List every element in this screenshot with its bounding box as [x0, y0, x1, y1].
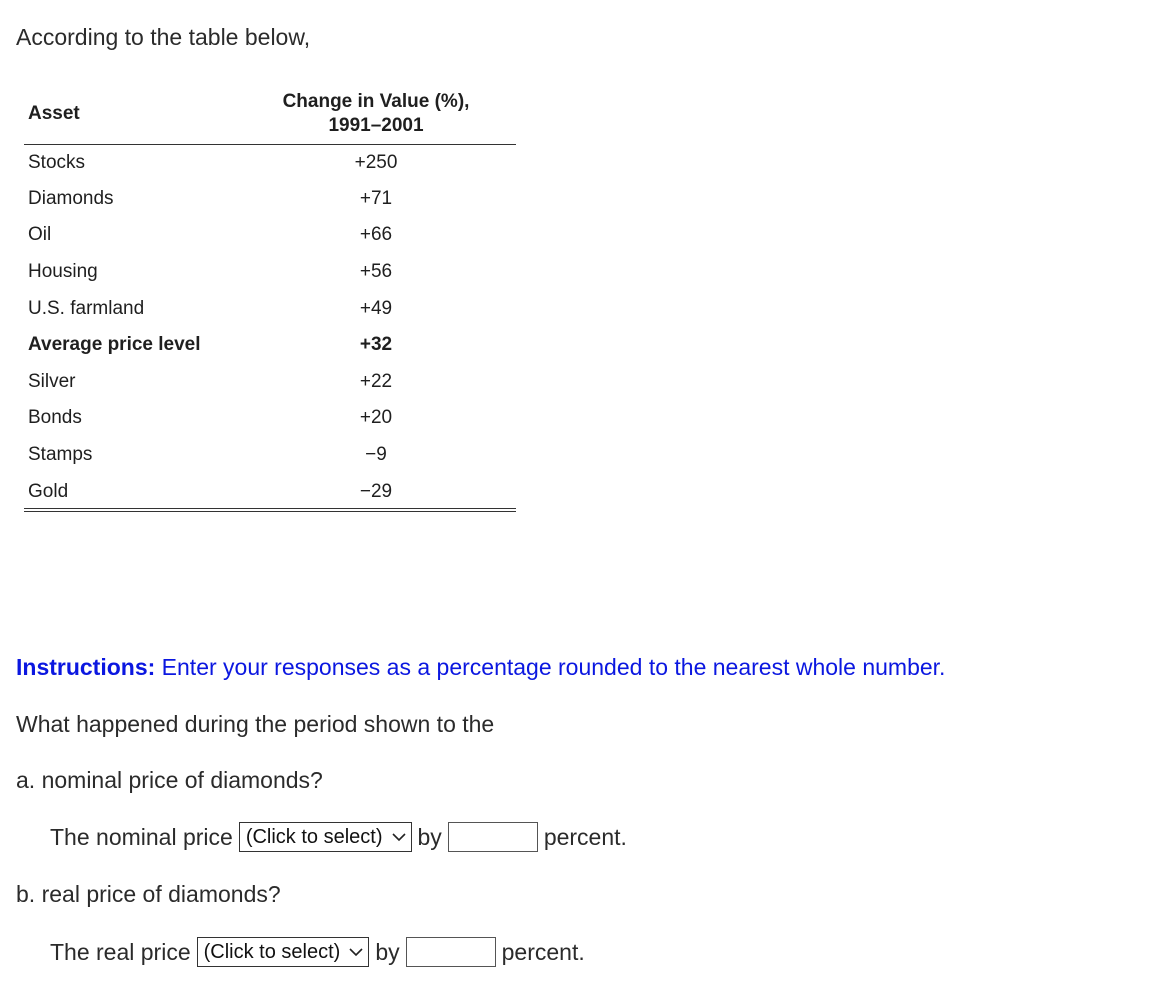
question-text: What happened during the period shown to the — [16, 711, 495, 737]
value-cell: +49 — [359, 297, 393, 319]
asset-column-header: Asset — [24, 88, 236, 144]
value-cell: +56 — [359, 261, 393, 283]
asset-cell: Average price level — [28, 334, 201, 356]
asset-value-table — [24, 88, 516, 510]
value-header-line2: 1991–2001 — [328, 114, 424, 136]
value-cell: +250 — [354, 151, 398, 173]
table-row — [24, 290, 516, 327]
part-b-answer-line — [50, 937, 585, 967]
value-header-line1: Change in Value (%), — [282, 90, 470, 112]
asset-cell: Gold — [28, 480, 69, 502]
part-a-prefix: The nominal price — [50, 824, 233, 850]
table-header-row — [24, 88, 516, 144]
part-a-direction-select[interactable] — [239, 822, 412, 852]
value-cell: −29 — [359, 480, 393, 502]
table-row-highlight — [24, 327, 516, 364]
chevron-down-icon — [391, 829, 407, 845]
table-double-rule — [24, 508, 516, 512]
table-row — [24, 144, 516, 181]
table-row — [24, 364, 516, 401]
table-row — [24, 437, 516, 474]
asset-cell: Stamps — [28, 444, 93, 466]
part-b-select-value: (Click to select) — [203, 941, 341, 963]
part-b-prefix: The real price — [50, 939, 191, 965]
asset-cell: U.S. farmland — [28, 297, 145, 319]
asset-cell: Silver — [28, 370, 76, 392]
part-b-percent-input[interactable] — [406, 937, 496, 967]
part-a-by: by — [417, 824, 442, 850]
asset-cell: Bonds — [28, 407, 82, 429]
asset-cell: Housing — [28, 261, 98, 283]
table-row — [24, 473, 516, 510]
asset-cell: Diamonds — [28, 187, 114, 209]
part-b-by: by — [375, 939, 400, 965]
value-cell: +32 — [359, 334, 393, 356]
value-cell: −9 — [365, 444, 387, 466]
part-b-label: b. real price of diamonds? — [16, 881, 281, 907]
intro-text: According to the table below, — [16, 24, 311, 50]
value-cell: +20 — [359, 407, 393, 429]
part-b-direction-select[interactable] — [197, 937, 370, 967]
value-cell: +66 — [359, 224, 393, 246]
table-row — [24, 181, 516, 218]
instructions-text: Enter your responses as a percentage rounded to the nearest whole number. — [155, 654, 946, 680]
part-a-percent-input[interactable] — [448, 822, 538, 852]
part-a-answer-line — [50, 822, 627, 852]
asset-cell: Oil — [28, 224, 52, 246]
table-row — [24, 254, 516, 291]
value-cell: +22 — [359, 370, 393, 392]
chevron-down-icon — [348, 944, 364, 960]
value-column-header — [236, 88, 516, 144]
part-b-suffix: percent. — [501, 939, 585, 965]
asset-cell: Stocks — [28, 151, 86, 173]
table-row — [24, 217, 516, 254]
part-a-label: a. nominal price of diamonds? — [16, 767, 323, 793]
instructions-lead: Instructions: — [16, 654, 156, 680]
value-cell: +71 — [359, 187, 393, 209]
part-a-select-value: (Click to select) — [245, 826, 383, 848]
table-row — [24, 400, 516, 437]
instructions — [16, 652, 945, 682]
part-a-suffix: percent. — [543, 824, 627, 850]
